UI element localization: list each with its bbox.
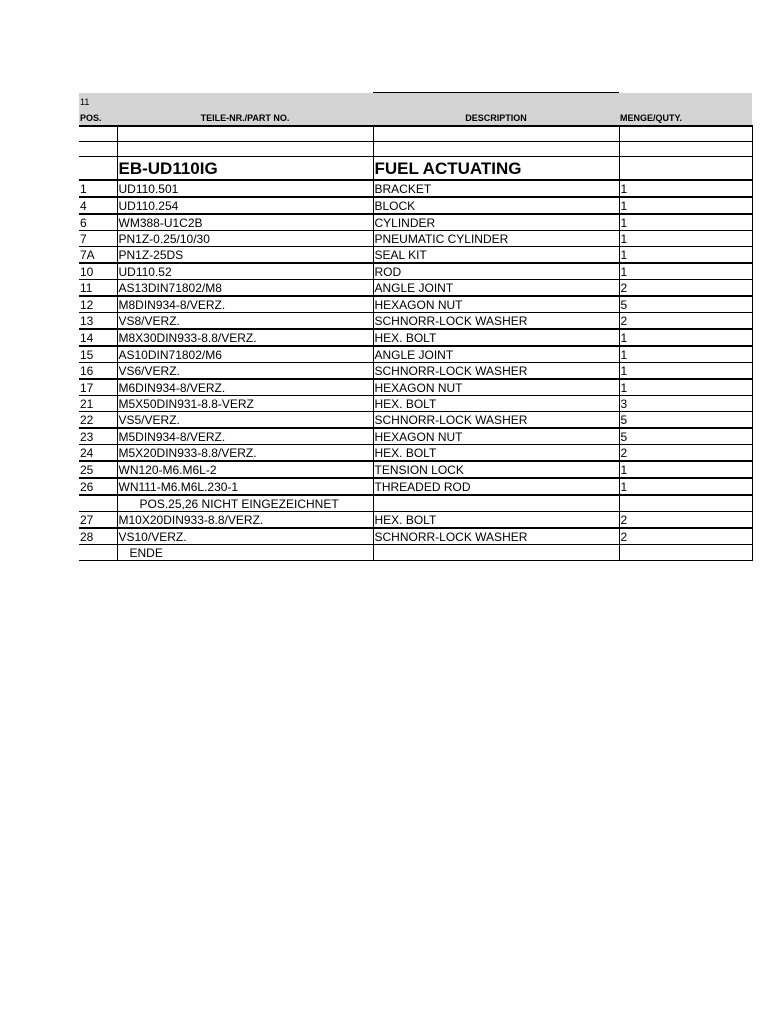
qty-cell: 1 [619, 478, 752, 495]
pos-cell: 17 [79, 379, 117, 396]
description-cell: HEXAGON NUT [373, 379, 619, 396]
description-cell: SCHNORR-LOCK WASHER [373, 528, 619, 545]
qty-cell: 2 [619, 445, 752, 462]
assembly-title-row [79, 157, 752, 181]
pos-cell: 21 [79, 396, 117, 412]
table-row [79, 231, 752, 247]
assembly-part-no: EB-UD110IG [117, 157, 373, 181]
sheet-number: 11 [79, 93, 117, 110]
qty-cell: 1 [619, 346, 752, 363]
end-label: ENDE [117, 545, 373, 561]
description-cell: HEX. BOLT [373, 396, 619, 412]
pos-cell: 26 [79, 478, 117, 495]
table-row [79, 280, 752, 297]
qty-cell: 1 [619, 263, 752, 280]
pos-cell: 6 [79, 214, 117, 231]
part-no-cell: M6DIN934-8/VERZ. [117, 379, 373, 396]
part-no-cell: M8DIN934-8/VERZ. [117, 296, 373, 313]
header-row-top [79, 93, 752, 110]
description-cell: PNEUMATIC CYLINDER [373, 231, 619, 247]
parts-table [79, 92, 753, 561]
end-row [79, 545, 752, 561]
description-cell: ANGLE JOINT [373, 346, 619, 363]
part-no-cell: M8X30DIN933-8.8/VERZ. [117, 329, 373, 346]
part-no-cell: UD110.254 [117, 197, 373, 214]
qty-cell: 5 [619, 412, 752, 429]
qty-cell: 1 [619, 180, 752, 197]
part-no-cell: M5X20DIN933-8.8/VERZ. [117, 445, 373, 462]
description-cell: HEX. BOLT [373, 445, 619, 462]
pos-cell: 24 [79, 445, 117, 462]
qty-cell: 5 [619, 296, 752, 313]
qty-cell: 2 [619, 313, 752, 330]
table-row [79, 247, 752, 264]
part-no-cell: UD110.52 [117, 263, 373, 280]
part-no-cell: VS10/VERZ. [117, 528, 373, 545]
description-cell: SCHNORR-LOCK WASHER [373, 313, 619, 330]
table-row [79, 396, 752, 412]
col-header-pos: POS. [79, 109, 117, 126]
description-cell: HEX. BOLT [373, 512, 619, 529]
description-cell: ANGLE JOINT [373, 280, 619, 297]
description-cell: CYLINDER [373, 214, 619, 231]
part-no-cell: AS13DIN71802/M8 [117, 280, 373, 297]
table-row [79, 428, 752, 445]
part-no-cell: WM388-U1C2B [117, 214, 373, 231]
table-row [79, 478, 752, 495]
qty-cell: 1 [619, 247, 752, 264]
pos-cell: 1 [79, 180, 117, 197]
pos-cell: 25 [79, 461, 117, 478]
description-cell: THREADED ROD [373, 478, 619, 495]
table-row [79, 445, 752, 462]
pos-cell: 28 [79, 528, 117, 545]
description-cell: SEAL KIT [373, 247, 619, 264]
table-row [79, 180, 752, 197]
qty-cell: 1 [619, 329, 752, 346]
part-no-cell: PN1Z-0.25/10/30 [117, 231, 373, 247]
table-row [79, 528, 752, 545]
table-row [79, 412, 752, 429]
pos-cell: 4 [79, 197, 117, 214]
pos-cell: 7A [79, 247, 117, 264]
assembly-description: FUEL ACTUATING [373, 157, 619, 181]
pos-cell: 7 [79, 231, 117, 247]
pos-cell: 27 [79, 512, 117, 529]
table-row [79, 379, 752, 396]
description-cell: BLOCK [373, 197, 619, 214]
table-row [79, 512, 752, 529]
part-no-cell: PN1Z-25DS [117, 247, 373, 264]
table-row [79, 214, 752, 231]
description-cell: SCHNORR-LOCK WASHER [373, 363, 619, 380]
pos-cell: 13 [79, 313, 117, 330]
qty-cell: 1 [619, 231, 752, 247]
col-header-qty: MENGE/QUTY. [619, 109, 752, 126]
note-row [79, 495, 752, 512]
table-row [79, 461, 752, 478]
table-row [79, 296, 752, 313]
pos-cell: 16 [79, 363, 117, 380]
qty-cell: 2 [619, 528, 752, 545]
part-no-cell: VS6/VERZ. [117, 363, 373, 380]
description-cell: BRACKET [373, 180, 619, 197]
table-row [79, 313, 752, 330]
part-no-cell: VS5/VERZ. [117, 412, 373, 429]
description-cell: HEXAGON NUT [373, 428, 619, 445]
table-row [79, 363, 752, 380]
part-no-cell: UD110.501 [117, 180, 373, 197]
qty-cell: 2 [619, 280, 752, 297]
table-row [79, 346, 752, 363]
blank-row [79, 142, 752, 157]
pos-cell: 22 [79, 412, 117, 429]
part-no-cell: M10X20DIN933-8.8/VERZ. [117, 512, 373, 529]
pos-cell: 14 [79, 329, 117, 346]
description-cell: TENSION LOCK [373, 461, 619, 478]
qty-cell: 5 [619, 428, 752, 445]
description-cell: HEXAGON NUT [373, 296, 619, 313]
qty-cell: 1 [619, 379, 752, 396]
col-header-description: DESCRIPTION [373, 109, 619, 126]
part-no-cell: VS8/VERZ. [117, 313, 373, 330]
qty-cell: 2 [619, 512, 752, 529]
pos-cell: 15 [79, 346, 117, 363]
table-row [79, 197, 752, 214]
table-row [79, 329, 752, 346]
description-cell: HEX. BOLT [373, 329, 619, 346]
part-no-cell: M5X50DIN931-8.8-VERZ [117, 396, 373, 412]
qty-cell: 3 [619, 396, 752, 412]
part-no-cell: WN111-M6.M6L.230-1 [117, 478, 373, 495]
pos-cell: 10 [79, 263, 117, 280]
description-cell: SCHNORR-LOCK WASHER [373, 412, 619, 429]
blank-row [79, 126, 752, 142]
qty-cell: 1 [619, 214, 752, 231]
qty-cell: 1 [619, 461, 752, 478]
description-cell: ROD [373, 263, 619, 280]
pos-cell: 23 [79, 428, 117, 445]
header-row [79, 109, 752, 126]
qty-cell: 1 [619, 363, 752, 380]
parts-list-sheet [79, 92, 752, 561]
note-text: POS.25,26 NICHT EINGEZEICHNET [117, 495, 373, 512]
part-no-cell: M5DIN934-8/VERZ. [117, 428, 373, 445]
col-header-part: TEILE-NR./PART NO. [117, 109, 373, 126]
pos-cell: 11 [79, 280, 117, 297]
table-row [79, 263, 752, 280]
part-no-cell: AS10DIN71802/M6 [117, 346, 373, 363]
qty-cell: 1 [619, 197, 752, 214]
part-no-cell: WN120-M6.M6L-2 [117, 461, 373, 478]
pos-cell: 12 [79, 296, 117, 313]
